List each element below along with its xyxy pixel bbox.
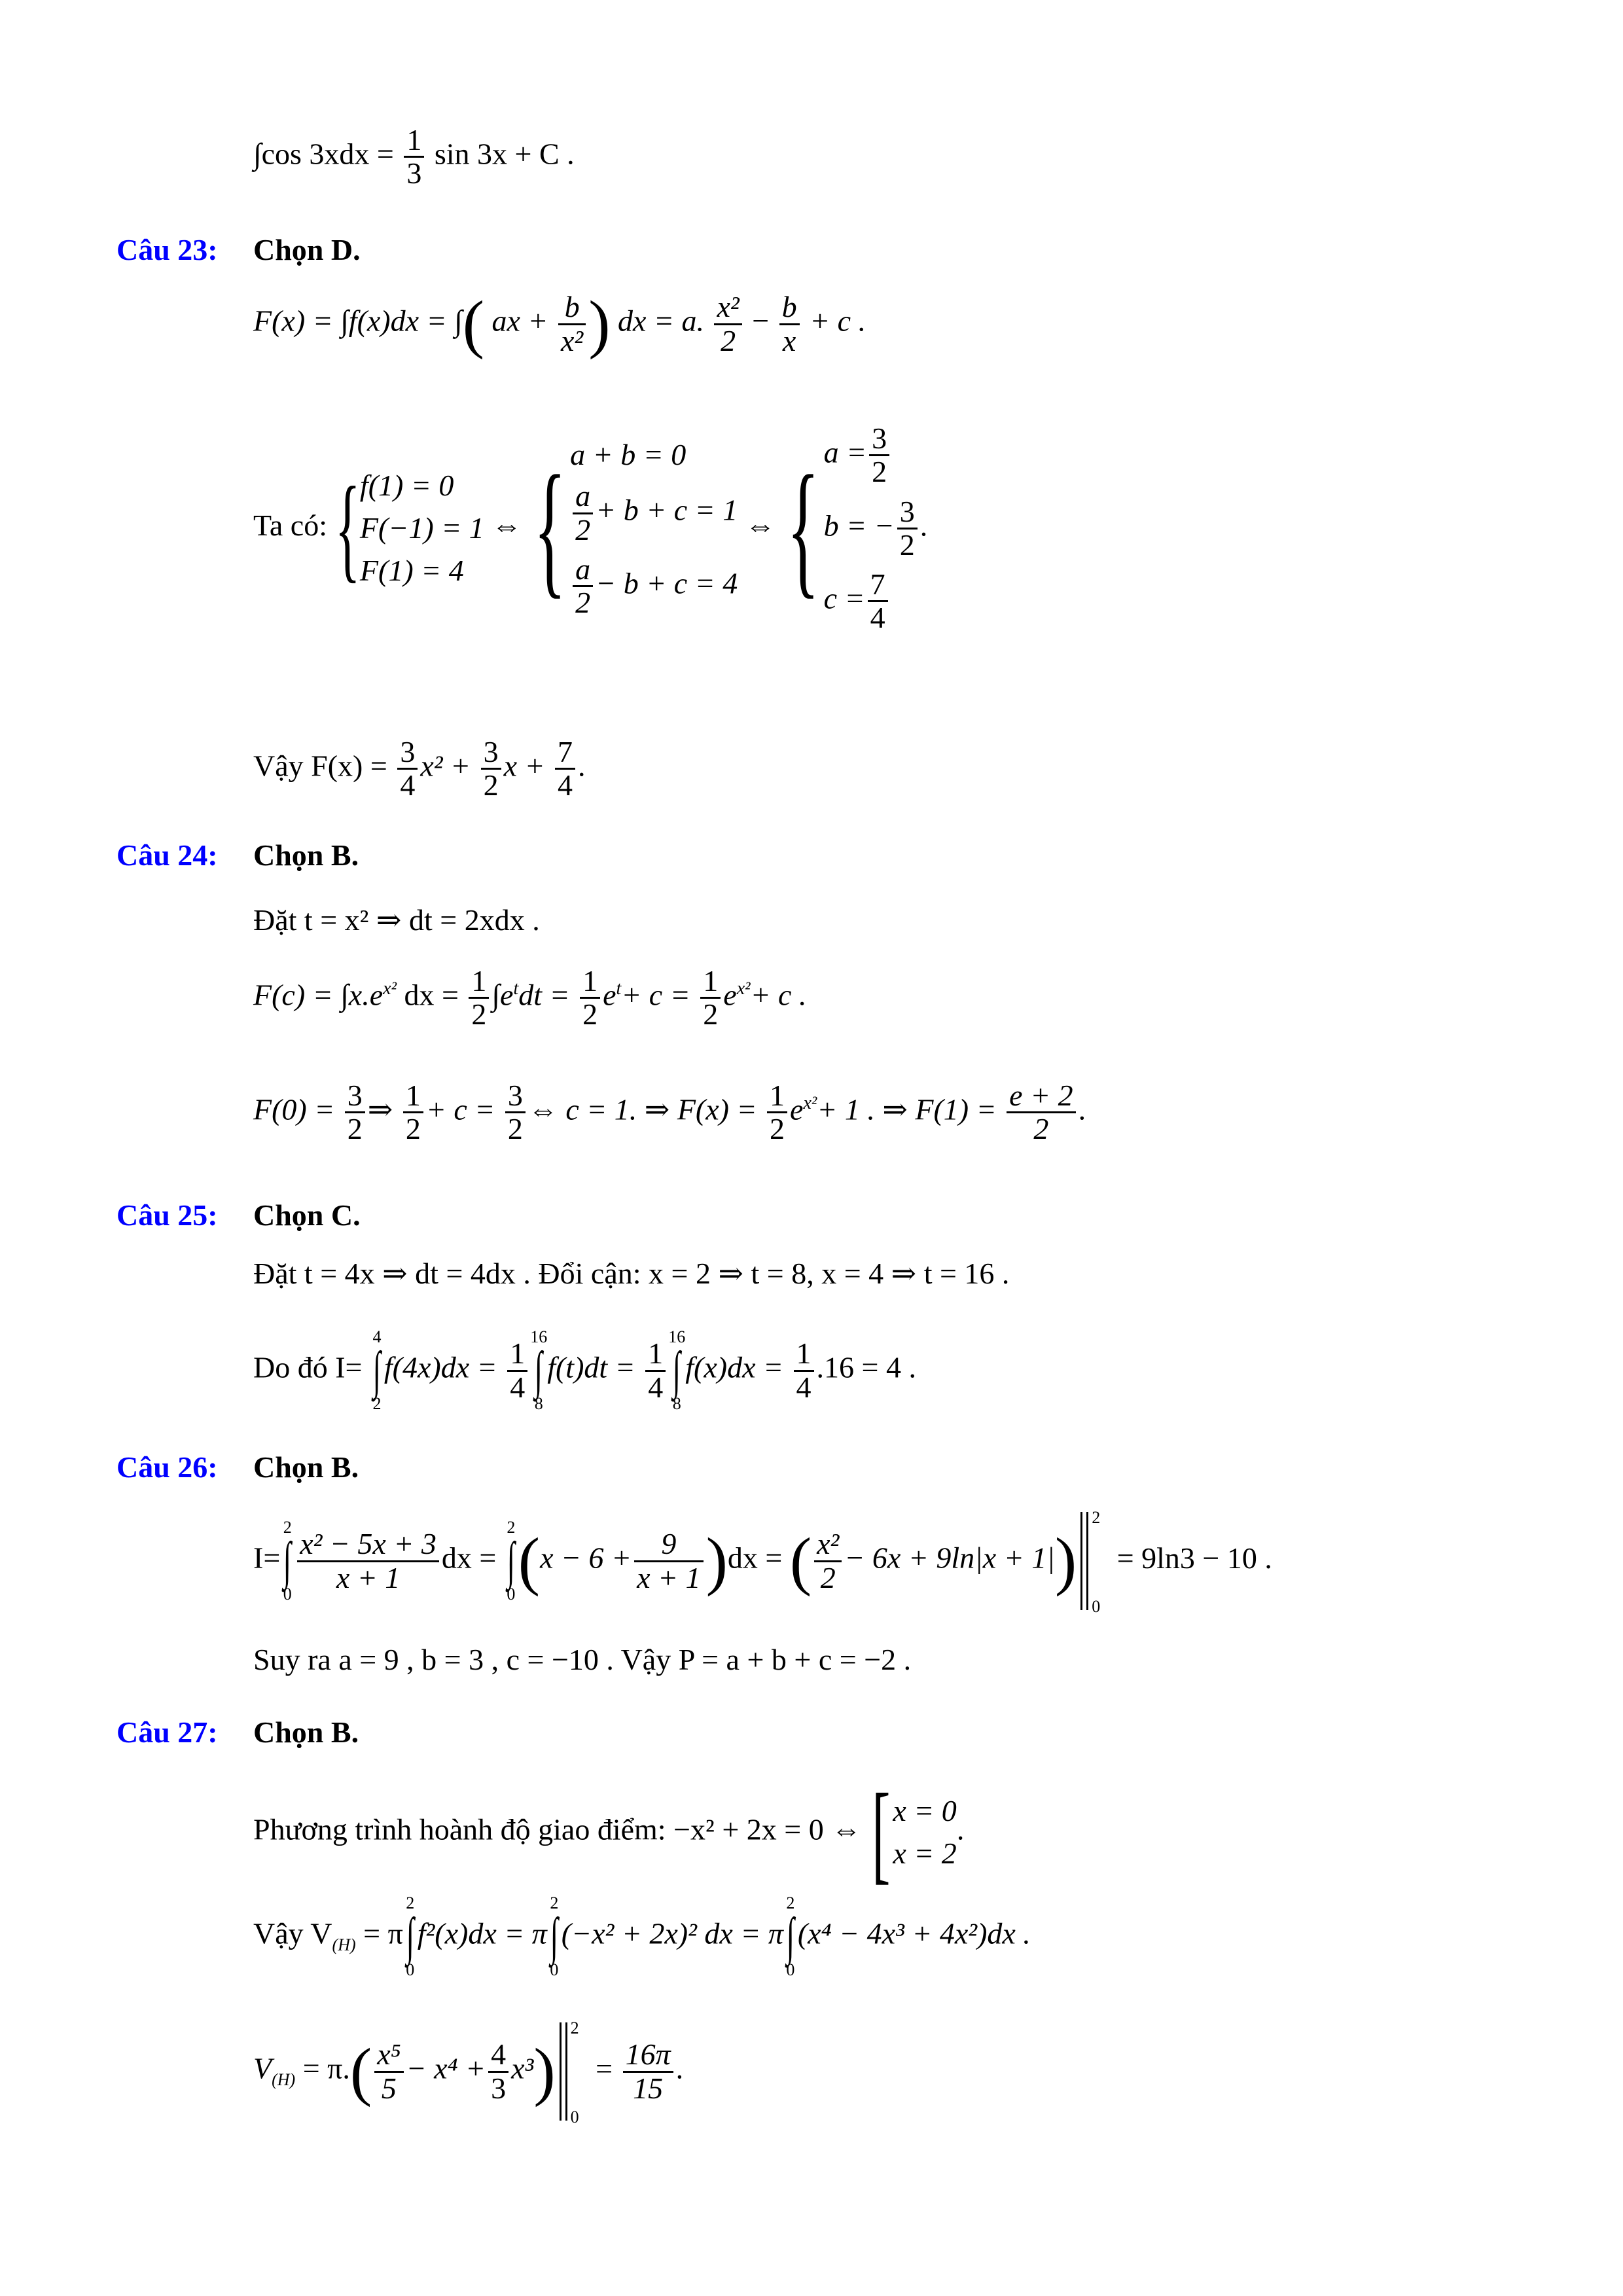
- denominator: x²: [560, 323, 584, 357]
- denominator: 2: [347, 1112, 363, 1146]
- q24-text: x²: [803, 1093, 817, 1114]
- numerator: x² − 5x + 3: [297, 1528, 439, 1562]
- denominator: 2: [872, 455, 887, 489]
- q26-line1: I= 2 ∫ 0 $\frac{\text{x² − 5x + 3}}{x + 1}$ dx = 2 ∫ 0 (x − 6 + $\frac{9}{x + 1}$ )dx = ( $\frac{\text{x²}}{2}$ − 6x + 9ln|x + 1|) 2 0 = 9ln3 − 10 .: [253, 1508, 1272, 1617]
- denominator: x + 1: [336, 1560, 401, 1594]
- system-row: F(1) = 4: [359, 553, 464, 587]
- denominator: 2: [582, 997, 598, 1031]
- upper-limit: 2: [283, 1518, 292, 1537]
- question-answer: Chọn B.: [253, 1715, 359, 1749]
- q23-text: x +: [503, 749, 545, 783]
- fraction: [714, 291, 741, 357]
- intro-equation: [253, 124, 575, 190]
- iff-symbol: ⇔: [491, 508, 522, 542]
- taco-label: Ta có:: [253, 508, 328, 542]
- lower-limit: 0: [1092, 1597, 1101, 1617]
- question-number: Câu 23:: [116, 233, 218, 266]
- numerator: 7: [555, 736, 575, 770]
- q23-text: .: [578, 749, 586, 783]
- denominator: 2: [471, 997, 487, 1031]
- numerator: x⁵: [374, 2039, 403, 2072]
- numerator: 9: [634, 1528, 703, 1562]
- numerator: 1: [580, 965, 600, 999]
- q27-text: x³: [511, 2051, 534, 2085]
- q26-text: − 6x + 9ln|x + 1|: [844, 1541, 1055, 1575]
- denominator: 4: [648, 1370, 664, 1404]
- numerator: x²: [714, 291, 741, 325]
- q23-text: a =: [823, 435, 867, 469]
- numerator: b: [779, 291, 800, 325]
- q26-text: = 9ln3 − 10 .: [1116, 1541, 1272, 1575]
- question-26-header: [116, 1450, 359, 1484]
- denominator: 2: [703, 997, 719, 1031]
- q26-text: x − 6 +: [540, 1541, 632, 1575]
- numerator: 16π: [623, 2039, 673, 2072]
- denominator: 2: [1033, 1112, 1049, 1146]
- numerator: 1: [794, 1338, 814, 1371]
- denominator: 4: [870, 601, 885, 635]
- q27-text: .: [675, 2051, 684, 2085]
- numerator: 3: [481, 736, 501, 770]
- numerator: 3: [869, 423, 889, 456]
- numerator: 3: [505, 1080, 526, 1113]
- q23-text: + b + c = 1: [596, 493, 738, 527]
- q24-text: ∫e: [491, 978, 514, 1012]
- upper-limit: 2: [507, 1518, 516, 1537]
- question-answer: Chọn C.: [253, 1198, 361, 1232]
- numerator: 1: [403, 1080, 423, 1113]
- q27-line2: Vậy $V_{(H)} = \pi$ 2 ∫ 0 f²(x)dx = π 2 ∫ 0 (−x² + 2x)² dx = π 2 ∫ 0 (x⁴ − 4x³ + 4x²)dx .: [253, 1893, 1031, 1979]
- q27-text: (x⁴ − 4x³ + 4x²)dx .: [797, 1916, 1031, 1950]
- numerator: 3: [897, 496, 918, 529]
- fraction: [558, 291, 586, 357]
- q24-text: .: [1078, 1092, 1086, 1126]
- q27-text: (−x² + 2x)² dx = π: [561, 1916, 783, 1950]
- q23-text: + c .: [810, 304, 866, 338]
- denominator: x + 1: [637, 1560, 701, 1594]
- numerator: 4: [488, 2039, 508, 2072]
- numerator: b: [558, 291, 586, 325]
- question-number: Câu 27:: [116, 1715, 218, 1749]
- q27-text: .: [956, 1812, 965, 1846]
- question-answer: Chọn D.: [253, 233, 361, 266]
- q23-text: dx = a.: [618, 304, 704, 338]
- denominator: 2: [721, 323, 736, 357]
- question-answer: Chọn B.: [253, 1450, 359, 1484]
- q25-line2: Do đó I= 4 ∫ 2 f(4x)dx = $\frac{1}{4}$ 16 ∫ 8 f(t)dt = $\frac{1}{4}$ 16 ∫ 8 f(x)dx = $\frac{1}{4}$ .16 = 4 .: [253, 1327, 916, 1413]
- question-number: Câu 24:: [116, 838, 218, 872]
- system-row: [570, 476, 738, 550]
- q25-text: f(t)dt =: [547, 1350, 635, 1384]
- q24-text: x²: [383, 978, 397, 999]
- upper-limit: 2: [570, 2018, 579, 2037]
- q27-text: Vậy V: [253, 1916, 332, 1950]
- q27-text: f²(x)dx = π: [417, 1916, 547, 1950]
- fraction: [779, 291, 800, 357]
- question-25-header: [116, 1198, 361, 1232]
- lower-limit: 0: [283, 1585, 292, 1604]
- lower-limit: 0: [406, 1960, 415, 1979]
- q23-system: [253, 419, 927, 638]
- q27-text: = π.: [302, 2051, 350, 2085]
- q24-text: + c =: [425, 1092, 495, 1126]
- q26-text: dx =: [727, 1541, 783, 1575]
- q25-text: .16 = 4 .: [816, 1350, 916, 1384]
- q26-line2: Suy ra a = 9 , b = 3 , c = −10 . Vậy P = a + b + c = −2 .: [253, 1643, 912, 1676]
- numerator: 1: [469, 965, 489, 999]
- lower-limit: 0: [570, 2108, 579, 2127]
- q23-line1: F(x) = ∫f(x)dx = ∫( ax + $\frac{b}{\text{x²}}$ ) dx = a. $\frac{\text{x²}}{2}$ − $\frac{b}{x}$ + c .: [253, 287, 866, 360]
- system-row: [824, 492, 928, 565]
- system-row: [570, 550, 738, 623]
- q23-text: −: [752, 304, 770, 338]
- q27-text: (H): [272, 2070, 296, 2089]
- lower-limit: 8: [672, 1394, 681, 1413]
- denominator: 3: [491, 2071, 507, 2105]
- numerator: 1: [404, 124, 424, 158]
- q23-text: Vậy F(x) =: [253, 749, 387, 783]
- denominator: 3: [406, 156, 422, 190]
- lower-limit: 0: [786, 1960, 795, 1979]
- q24-text: ⇔ c = 1. ⇒ F(x) =: [527, 1092, 757, 1126]
- q25-text: f(x)dx =: [685, 1350, 784, 1384]
- numerator: e + 2: [1007, 1080, 1075, 1113]
- upper-limit: 16: [668, 1327, 686, 1346]
- numerator: 1: [700, 965, 721, 999]
- system-row: [824, 565, 928, 638]
- question-answer: Chọn B.: [253, 838, 359, 872]
- numerator: x²: [814, 1528, 842, 1562]
- denominator: 2: [507, 1112, 523, 1146]
- q23-text: .: [919, 508, 928, 542]
- upper-limit: 4: [372, 1327, 382, 1346]
- q24-text: x²: [736, 978, 751, 999]
- q27-text: V: [253, 2051, 272, 2085]
- question-number: Câu 25:: [116, 1198, 218, 1232]
- system-row: a + b = 0: [570, 438, 687, 472]
- q24-line2: [253, 965, 806, 1031]
- q24-text: F(0) =: [253, 1092, 335, 1126]
- lower-limit: 0: [550, 1960, 559, 1979]
- question-23-header: [116, 232, 361, 267]
- upper-limit: 16: [530, 1327, 548, 1346]
- q23-text: F(x) = ∫f(x)dx = ∫: [253, 304, 463, 338]
- denominator: 2: [405, 1112, 421, 1146]
- q23-text: b = −: [823, 508, 895, 542]
- q25-text: Do đó I=: [253, 1350, 363, 1384]
- denominator: 2: [575, 586, 591, 620]
- denominator: 4: [796, 1370, 812, 1404]
- q27-text: =: [596, 2051, 613, 2085]
- q27-line3: $V_{(H)} = \pi$.( $\frac{\text{x⁵}}{5}$ − x⁴ + $\frac{4}{3}$ x³) 2 0 = $\frac{16\pi}{15}$ .: [253, 2018, 684, 2127]
- denominator: 4: [558, 768, 573, 802]
- denominator: x: [782, 323, 796, 357]
- denominator: 5: [381, 2071, 397, 2105]
- q24-text: dx =: [404, 978, 459, 1012]
- question-27-header: [116, 1715, 359, 1749]
- fraction: [404, 124, 424, 190]
- q25-line1: Đặt t = 4x ⇒ dt = 4dx . Đổi cận: x = 2 ⇒ t = 8, x = 4 ⇒ t = 16 .: [253, 1257, 1010, 1290]
- upper-limit: 2: [550, 1893, 559, 1912]
- q27-text: (H): [332, 1935, 356, 1954]
- numerator: a: [573, 480, 593, 514]
- system-row: f(1) = 0: [359, 469, 454, 503]
- q24-text: ⇒: [367, 1092, 393, 1126]
- q24-text: e: [603, 978, 616, 1012]
- denominator: 15: [633, 2071, 664, 2105]
- q24-line3: [253, 1080, 1086, 1145]
- denominator: 4: [400, 768, 416, 802]
- q26-text: dx =: [441, 1541, 497, 1575]
- numerator: 3: [397, 736, 418, 770]
- q24-text: e: [723, 978, 737, 1012]
- q23-conclusion: [253, 736, 586, 802]
- system-1: { f(1) = 0 F(−1) = 1 F(1) = 4: [334, 463, 484, 594]
- q23-text: ax +: [491, 304, 548, 338]
- q24-text: dt =: [518, 978, 570, 1012]
- numerator: 1: [507, 1338, 527, 1371]
- system-2: { a + b = 0 $\frac{a}{2}$ + b + c = 1 $\frac{a}{2}$ − b + c = 4: [529, 434, 738, 622]
- denominator: 2: [770, 1112, 785, 1146]
- upper-limit: 2: [406, 1893, 415, 1912]
- q24-text: + c =: [621, 978, 690, 1012]
- solution-row: x = 0: [893, 1794, 957, 1828]
- q24-text: e: [790, 1092, 804, 1126]
- integral-lhs: ∫cos 3xdx =: [253, 137, 394, 171]
- q24-text: + c .: [750, 978, 807, 1012]
- iff-symbol: ⇔: [745, 508, 776, 542]
- numerator: 1: [645, 1338, 666, 1371]
- denominator: 2: [575, 512, 591, 547]
- lower-limit: 2: [372, 1394, 382, 1413]
- denominator: 2: [483, 768, 499, 802]
- numerator: 7: [868, 569, 888, 602]
- q24-text: t: [616, 978, 622, 999]
- system-row: [824, 419, 928, 492]
- upper-limit: 2: [786, 1893, 795, 1912]
- question-number: Câu 26:: [116, 1450, 218, 1484]
- question-24-header: [116, 838, 359, 872]
- q25-text: f(4x)dx =: [383, 1350, 497, 1384]
- q24-text: t: [513, 978, 519, 999]
- q23-text: x² +: [420, 749, 471, 783]
- system-3: { a = $\frac{3}{2}$ b = − $\frac{3}{2}$ . c = $\frac{7}{4}$: [783, 419, 927, 638]
- q24-text: F(c) = ∫x.e: [253, 978, 383, 1012]
- denominator: 4: [510, 1370, 526, 1404]
- q26-text: I=: [253, 1541, 281, 1575]
- denominator: 2: [899, 528, 915, 562]
- denominator: 2: [820, 1560, 836, 1594]
- q27-text: − x⁴ +: [406, 2051, 486, 2085]
- numerator: 3: [345, 1080, 365, 1113]
- upper-limit: 2: [1092, 1508, 1101, 1527]
- q23-text: c =: [823, 581, 865, 615]
- q24-line1: Đặt t = x² ⇒ dt = 2xdx .: [253, 903, 540, 937]
- q27-text: = π: [363, 1916, 403, 1950]
- integral-rhs: sin 3x + C .: [434, 137, 575, 171]
- solution-row: x = 2: [893, 1837, 957, 1870]
- lower-limit: 0: [507, 1585, 516, 1604]
- system-row: F(−1) = 1: [359, 511, 484, 545]
- q27-line1: Phương trình hoành độ giao điểm: −x² + 2x = 0 ⇔ [ x = 0 x = 2 .: [253, 1771, 965, 1894]
- q23-text: − b + c = 4: [596, 566, 738, 600]
- numerator: 1: [767, 1080, 787, 1113]
- q24-text: + 1 . ⇒ F(1) =: [817, 1092, 997, 1126]
- lower-limit: 8: [534, 1394, 543, 1413]
- numerator: a: [573, 554, 593, 587]
- q27-text: Phương trình hoành độ giao điểm: −x² + 2x = 0 ⇔: [253, 1812, 862, 1846]
